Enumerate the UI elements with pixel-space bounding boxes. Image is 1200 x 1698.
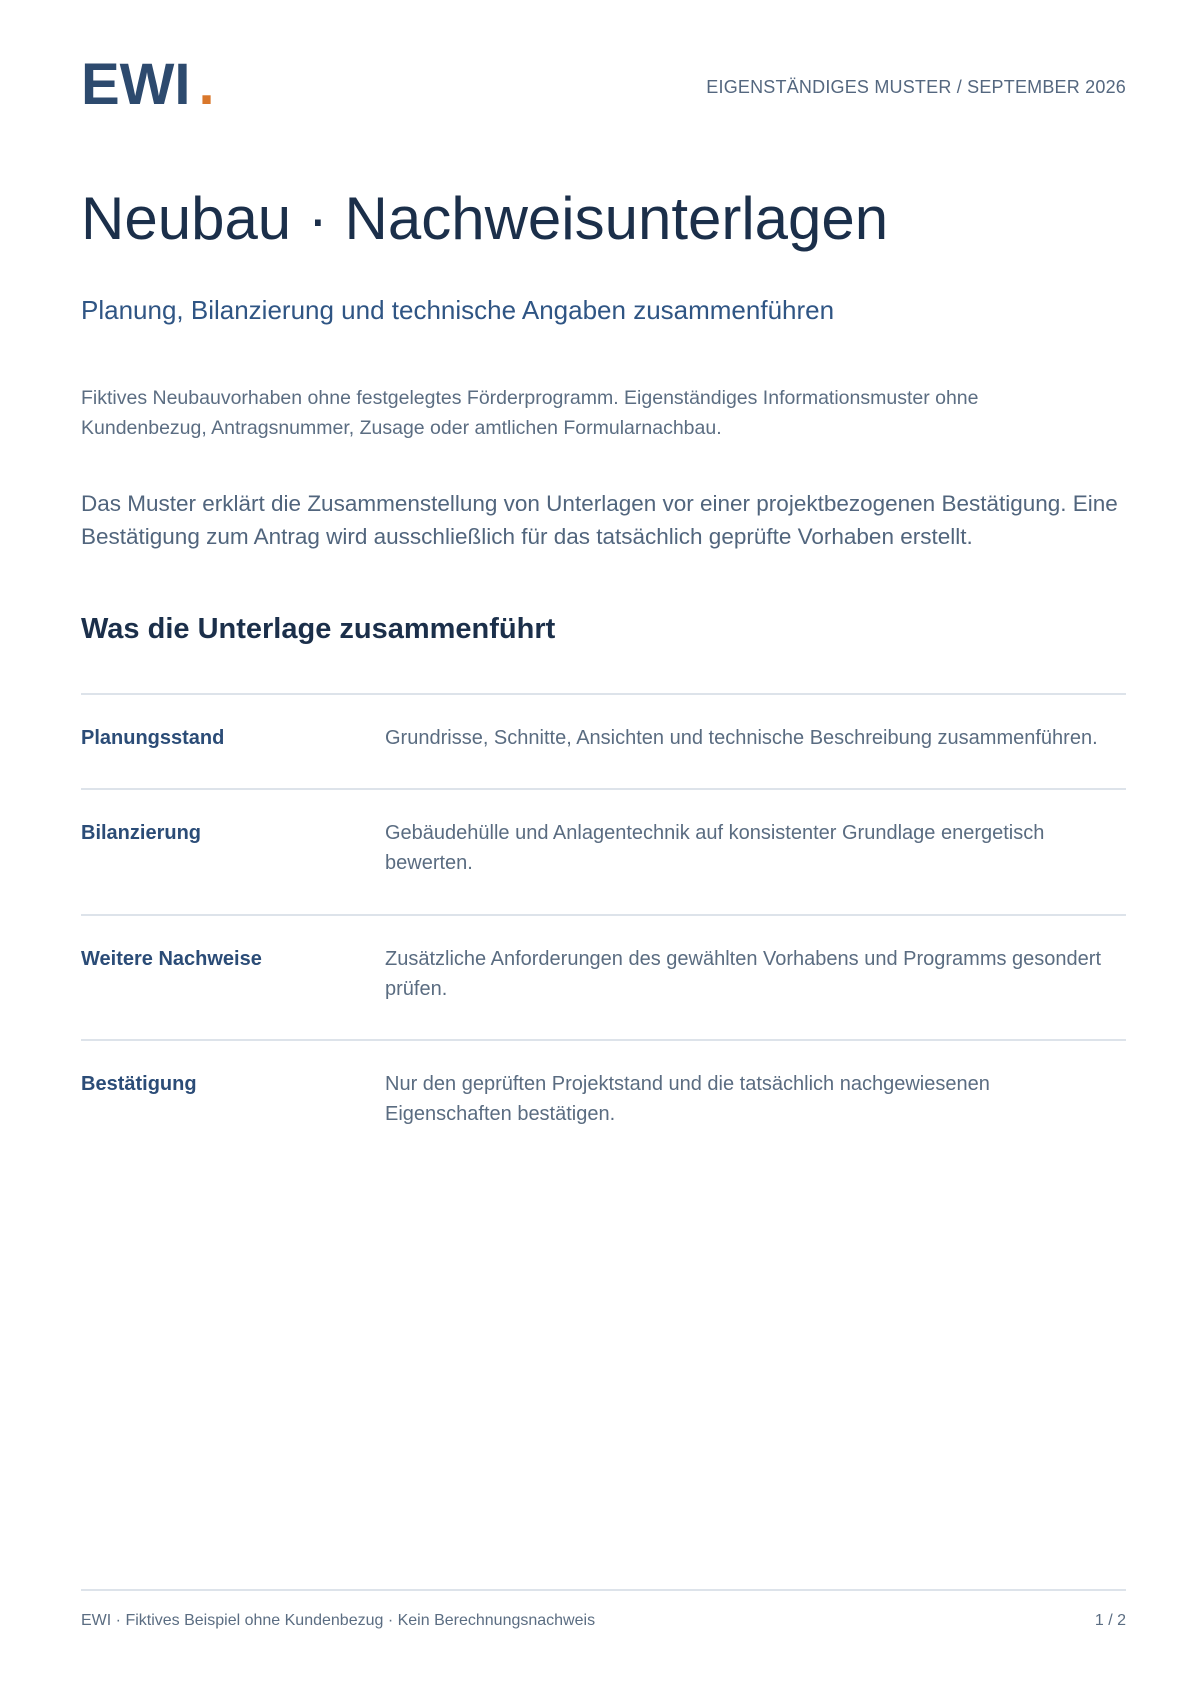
logo-dot: .	[198, 52, 215, 117]
intro-paragraph: Fiktives Neubauvorhaben ohne festgelegtes Förderprogramm. Eigenständiges Informationsmuster ohne Kundenbezug, Antragsnummer, Zusage oder amtlichen Formularnachbau.	[81, 387, 979, 439]
row-description: Gebäudehülle und Anlagentechnik auf konsistenter Grundlage energetisch bewerten.	[385, 822, 1045, 874]
footer-divider	[81, 1589, 1126, 1591]
document-page	[81, 0, 1126, 1698]
row-label: Weitere Nachweise	[81, 948, 262, 970]
row-description: Grundrisse, Schnitte, Ansichten und technische Beschreibung zusammenführen.	[385, 727, 1098, 749]
row-description: Zusätzliche Anforderungen des gewählten Vorhabens und Programms gesondert prüfen.	[385, 948, 1102, 1000]
table-row	[81, 914, 1126, 1039]
row-label: Planungsstand	[81, 727, 225, 749]
header-meta: EIGENSTÄNDIGES MUSTER / SEPTEMBER 2026	[706, 77, 1126, 97]
table-row	[81, 693, 1126, 788]
page-number: 1 / 2	[1094, 1612, 1126, 1629]
table-row	[81, 788, 1126, 914]
page-subtitle: Planung, Bilanzierung und technische Angaben zusammenführen	[81, 295, 835, 325]
lead-paragraph: Das Muster erklärt die Zusammenstellung von Unterlagen vor einer projektbezogenen Bestätigung. Eine Bestätigung zum Antrag wird ausschließlich für das tatsächlich geprüfte Vorhaben erstellt.	[81, 491, 1118, 549]
section-heading: Was die Unterlage zusammenführt	[81, 613, 556, 645]
logo-text: EWI	[81, 52, 191, 117]
row-description: Nur den geprüften Projektstand und die tatsächlich nachgewiesenen Eigenschaften bestätigen.	[385, 1073, 990, 1125]
page-title: Neubau · Nachweisunterlagen	[81, 185, 889, 252]
table-row	[81, 1039, 1126, 1165]
info-table	[81, 693, 1126, 1165]
footer-text: EWI · Fiktives Beispiel ohne Kundenbezug · Kein Berechnungsnachweis	[81, 1612, 596, 1629]
logo	[81, 52, 215, 117]
row-label: Bilanzierung	[81, 822, 202, 844]
row-label: Bestätigung	[81, 1073, 197, 1095]
